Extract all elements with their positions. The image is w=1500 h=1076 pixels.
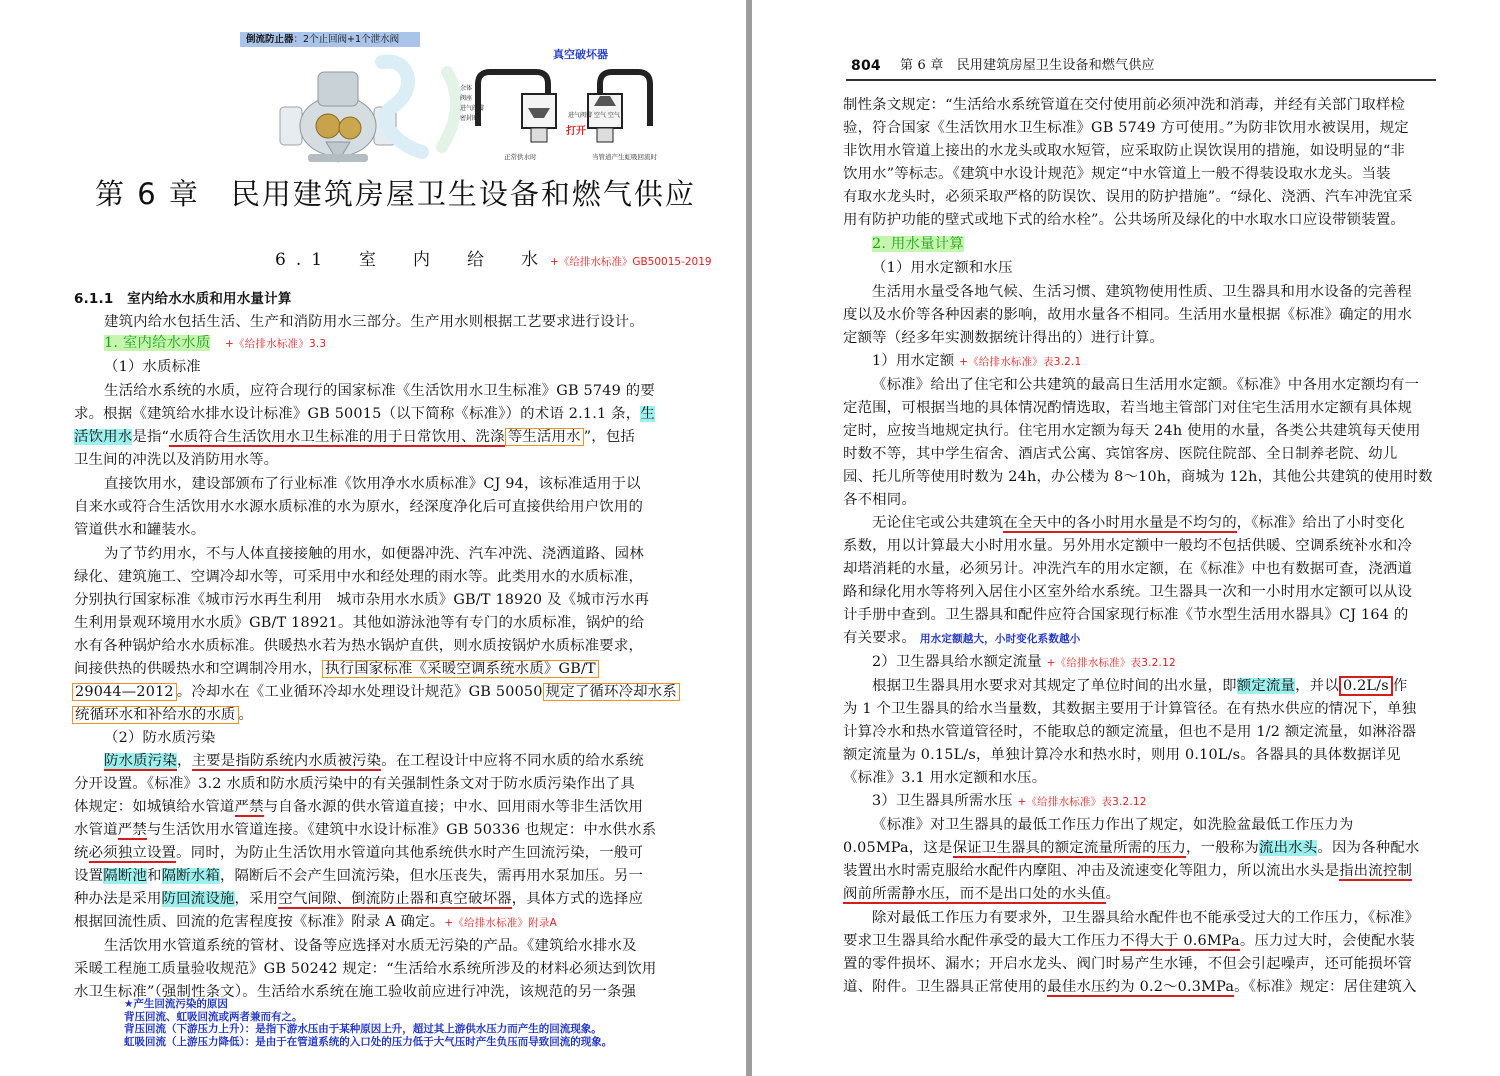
p2-line: 管道供水和罐装水。 [74,522,206,538]
vacuum-breaker-part-labels: 余体 阀座 进气阀瓣 密封圈 [460,85,485,122]
p4-line: 种办法是采用防回流设施，采用空气间隙、倒流防止器和真空破坏器，具体方式的选择应 [74,891,644,907]
rp6-line: 阀前所需静水压，而不是出口处的水头值。 [843,886,1121,902]
subheading-quota-pressure: （1）用水定额和水压 [872,260,1013,276]
header-rule [846,79,1436,81]
p3-line: 生利用景观环境用水水质》GB/T 18921。其他如游泳池等有专门的水质标准，锅炉的给 [74,615,645,631]
rp6-line: 装置出水时需克服给水配件内摩阻、冲击及流速变化等阻力，所以流出水头是指出流控制 [843,863,1413,879]
p2-line: 直接饮用水，建设部颁布了行业标准《饮用净水水质标准》CJ 94，该标准适用于以 [104,476,641,492]
page-number: 804 [851,58,881,74]
rp3-line: 定范围，可根据当地的具体情况酌情选取，若当地主管部门对住宅生活用水定额有具体规 [843,400,1413,416]
item-rated-flow: 2）卫生器具给水额定流量 +《给排水标准》表3.2.12 [872,654,1176,670]
left-page [0,0,746,1076]
item-required-pressure: 3）卫生器具所需水压 +《给排水标准》表3.2.12 [872,793,1147,809]
rp1-line: 饮用水”等标志。《建筑中水设计规范》规定“中水管道上一般不得装设取水龙头。当装 [843,166,1391,182]
rp3-line: 《标准》给出了住宅和公共建筑的最高日生活用水定额。《标准》中各用水定额均有一 [872,377,1420,393]
heading-6-1-1: 6.1.1 室内给水水质和用水量计算 [74,291,292,307]
rp7-line: 要求卫生器具给水配件承受的最大工作压力不得大于 0.6MPa。压力过大时，会使配水装 [843,933,1415,949]
rp7-line: 道、附件。卫生器具正常使用的最佳水压约为 0.2～0.3MPa。《标准》规定：居住建筑入 [843,979,1417,995]
rp4-line: 无论住宅或公共建筑在全天中的各小时用水量是不均匀的，《标准》给出了小时变化 [872,515,1405,531]
rp3-line: 定时，应按当地规定执行。住宅用水定额为每天 24h 使用的水量，各类公共建筑每天使用 [843,423,1421,439]
vacuum-breaker-caption-normal: 正常供水时 [504,153,537,161]
vacuum-breaker-part-labels-right: 进气阀瓣 空气 空气 [568,112,620,119]
p4-line: 体规定：如城镇给水管道严禁与自备水源的供水管道直接；中水、回用雨水等非生活饮用 [74,799,644,815]
p5-line: 生活饮用水管道系统的管材、设备等应选择对水质无污染的产品。《建筑给水排水及 [104,938,637,954]
p1-line: 卫生间的冲洗以及消防用水等。 [74,452,279,468]
rp5-line: 根据卫生器具用水要求对其规定了单位时间的出水量，即额定流量，并以 0.2L/s 作 [872,678,1408,694]
rp4-line: 计手册中查到。卫生器具和配件应符合国家现行标准《节水型生活用水器具》CJ 164 的 [843,607,1409,623]
rp1-line: 非饮用水管道上接出的水龙头或取水短管，应采取防止误饮误用的措施，如设明显的“非 [843,143,1406,159]
rp4-line: 路和绿化用水等将列入居住小区室外给水系统。卫生器具一次和一小时用水定额可以从设 [843,584,1413,600]
p4-line: 水管道严禁与生活饮用水管道连接。《建筑中水设计标准》GB 50336 也规定：中水供水系 [74,822,657,838]
subheading-water-quality: 1. 室内给水水质 +《给排水标准》3.3 [104,335,327,351]
rp2-line: 度以及水价等各种因素的影响，故用水量各不相同。生活用水量根据《标准》确定的用水 [843,307,1413,323]
p4-line: 设置隔断池和隔断水箱，隔断后不会产生回流污染，但水压丧失，需再用水泵加压。另一 [74,868,644,884]
rp5-line: 为 1 个卫生器具的给水当量数，其数据主要用于计算管径。在有热水供应的情况下，单独 [843,701,1417,717]
chapter-title: 第 6 章 民用建筑房屋卫生设备和燃气供应 [95,177,696,211]
vacuum-breaker-title: 真空破坏器 [553,48,608,61]
rp7-line: 置的零件损坏、漏水；开启水龙头、阀门时易产生水锤，不但会引起噪声，还可能损坏管 [843,956,1413,972]
rp5-line: 额定流量为 0.15L/s，单独计算冷水和热水时，则用 0.10L/s。各器具的具体数据详见 [843,747,1401,763]
rp1-line: 制性条文规定：“生活给水系统管道在交付使用前必须冲洗和消毒，并经有关部门取样检 [843,97,1406,113]
rp4-line: 却塔消耗的水量，必须另计。冲洗汽车的用水定额，在《标准》中也有数据可查，浇洒道 [843,561,1413,577]
rp5-line: 《标准》3.1 用水定额和水压。 [843,770,1047,786]
p4-line: 统必须独立设置。同时，为防止生活饮用水管道向其他系统供水时产生回流污染，一般可 [74,845,644,861]
p3-line: 水有各种锅炉给水水质标准。供暖热水若为热水锅炉直供，则水质按锅炉水质标准要求， [74,638,644,654]
p5-line: 采暖工程施工质量验收规范》GB 50242 规定：“生活给水系统所涉及的材料必须达到饮用 [74,961,657,977]
rp5-line: 计算冷水和热水管道管径时，不能取总的额定流量，但也不是用 1/2 额定流量，如淋浴器 [843,724,1417,740]
blue-notes: ★产生回流污染的原因 背压回流、虹吸回流或两者兼而有之。 背压回流（下游压力上升）：是指下游水压由于某种原因上升，超过其上游供水压力而产生的回流现象。 虹吸回流（上游压力降低）：是由于在管道系统的入口处的压力低于大气压时产生负压而导致回流的现象。 [124,998,613,1048]
rp2-line: 定额等（经多年实测数据统计得出的）进行计算。 [843,330,1164,346]
item-water-quota: 1）用水定额 +《给排水标准》表3.2.1 [872,353,1082,369]
rp6-line: 0.05MPa，这是保证卫生器具的额定流量所需的压力，一般称为流出水头。因为各种配水 [843,840,1420,856]
p4-line: 根据回流性质、回流的危害程度按《标准》附录 A 确定。+《给排水标准》附录A [74,914,558,930]
p3-line: 29044—2012 。冷却水在《工业循环冷却水处理设计规范》GB 50050 规定了循环冷却水系 [72,681,680,703]
p3-line: 为了节约用水，不与人体直接接触的用水，如便器冲洗、汽车冲洗、浇洒道路、园林 [104,546,644,562]
rp1-line: 验，符合国家《生活饮用水卫生标准》GB 5749 方可使用。”为防非饮用水被误用，规定 [843,120,1409,136]
section-ref: +《给排水标准》GB50015-2019 [550,256,712,268]
section-title: 6.1 室 内 给 水 +《给排水标准》GB50015-2019 [275,250,712,270]
rp1-line: 用有防护功能的壁式或地下式的给水栓”。公共场所及绿化的中水取水口应设带锁装置。 [843,212,1406,228]
rp2-line: 生活用水量受各地气候、生活习惯、建筑物使用性质、卫生器具和用水设备的完善程 [872,284,1412,300]
rp4-line: 有关要求。 用水定额越大，小时变化系数越小 [843,630,1081,646]
vacuum-breaker-open-label: 打开 [566,126,586,137]
p1-line: 生活给水系统的水质，应符合现行的国家标准《生活饮用水卫生标准》GB 5749 的要 [104,383,655,399]
p1-line: 活饮用水是指“水质符合生活饮用水卫生标准的用于日常饮用、洗涤 等生活用水 ”，包括 [74,429,636,445]
rp3-line: 时数不等，其中学生宿舍、酒店式公寓、宾馆客房、医院住院部、全日制养老院、幼儿 [843,446,1398,462]
intro-text: 建筑内给水包括生活、生产和消防用水三部分。生产用水则根据工艺要求进行设计。 [104,314,644,330]
device-banner: 倒流防止器：2个止回阀+1个泄水阀 [240,32,420,47]
p5-line: 水卫生标准”（强制性条文）。生活给水系统在施工验收前应进行冲洗，该规范的另一条强 [74,984,637,1000]
vacuum-breaker-diagram-backflow [580,66,670,152]
subheading-quality-standard: （1）水质标准 [104,359,201,375]
p4-line: 防水质污染，主要是指防系统内水质被污染。在工程设计中应将不同水质的给水系统 [104,753,644,769]
p1-line: 求。根据《建筑给水排水设计标准》GB 50015（以下简称《标准》）的术语 2.1.1 条，生 [74,406,655,422]
p3-line: 统循环水和补给水的水质 。 [72,704,253,726]
rp3-line: 各不相同。 [843,492,916,508]
p3-line: 分别执行国家标准《城市污水再生利用 城市杂用水水质》GB/T 18920 及《城市污水再 [74,592,650,608]
vacuum-breaker-caption-backflow: 当管道产生虹吸回流时 [592,153,657,161]
subheading-pollution: （2）防水质污染 [104,730,216,746]
p2-line: 自来水或符合生活饮用水水源水质标准的水为原水，经深度净化后可直接供给用户饮用的 [74,499,644,515]
running-header: 第 6 章 民用建筑房屋卫生设备和燃气供应 [900,58,1155,73]
rp3-line: 园、托儿所等使用时数为 24h，办公楼为 8～10h，商城为 12h，其他公共建筑的使用时数 [843,469,1433,485]
rp6-line: 《标准》对卫生器具的最低工作压力作出了规定，如洗脸盆最低工作压力为 [872,817,1354,833]
p3-line: 绿化、建筑施工、空调冷却水等，可采用中水和经处理的雨水等。此类用水的水质标准， [74,569,644,585]
p3-line: 间接供热的供暖热水和空调制冷用水， 执行国家标准《采暖空调系统水质》GB/T [74,658,599,680]
subheading-water-demand: 2. 用水量计算 [872,236,964,252]
rp4-line: 系数，用以计算最大小时用水量。另外用水定额中一般均不包括供暖、空调系统补水和冷 [843,538,1413,554]
p4-line: 分开设置。《标准》3.2 水质和防水质污染中的有关强制性条文对于防水质污染作出了具 [74,776,635,792]
rp1-line: 有取水龙头时，必须采取严格的防误饮、误用的防护措施”。“绿化、浇洒、汽车冲洗宜采 [843,189,1413,205]
rp7-line: 除对最低工作压力有要求外，卫生器具给水配件也不能承受过大的工作压力，《标准》 [872,910,1420,926]
